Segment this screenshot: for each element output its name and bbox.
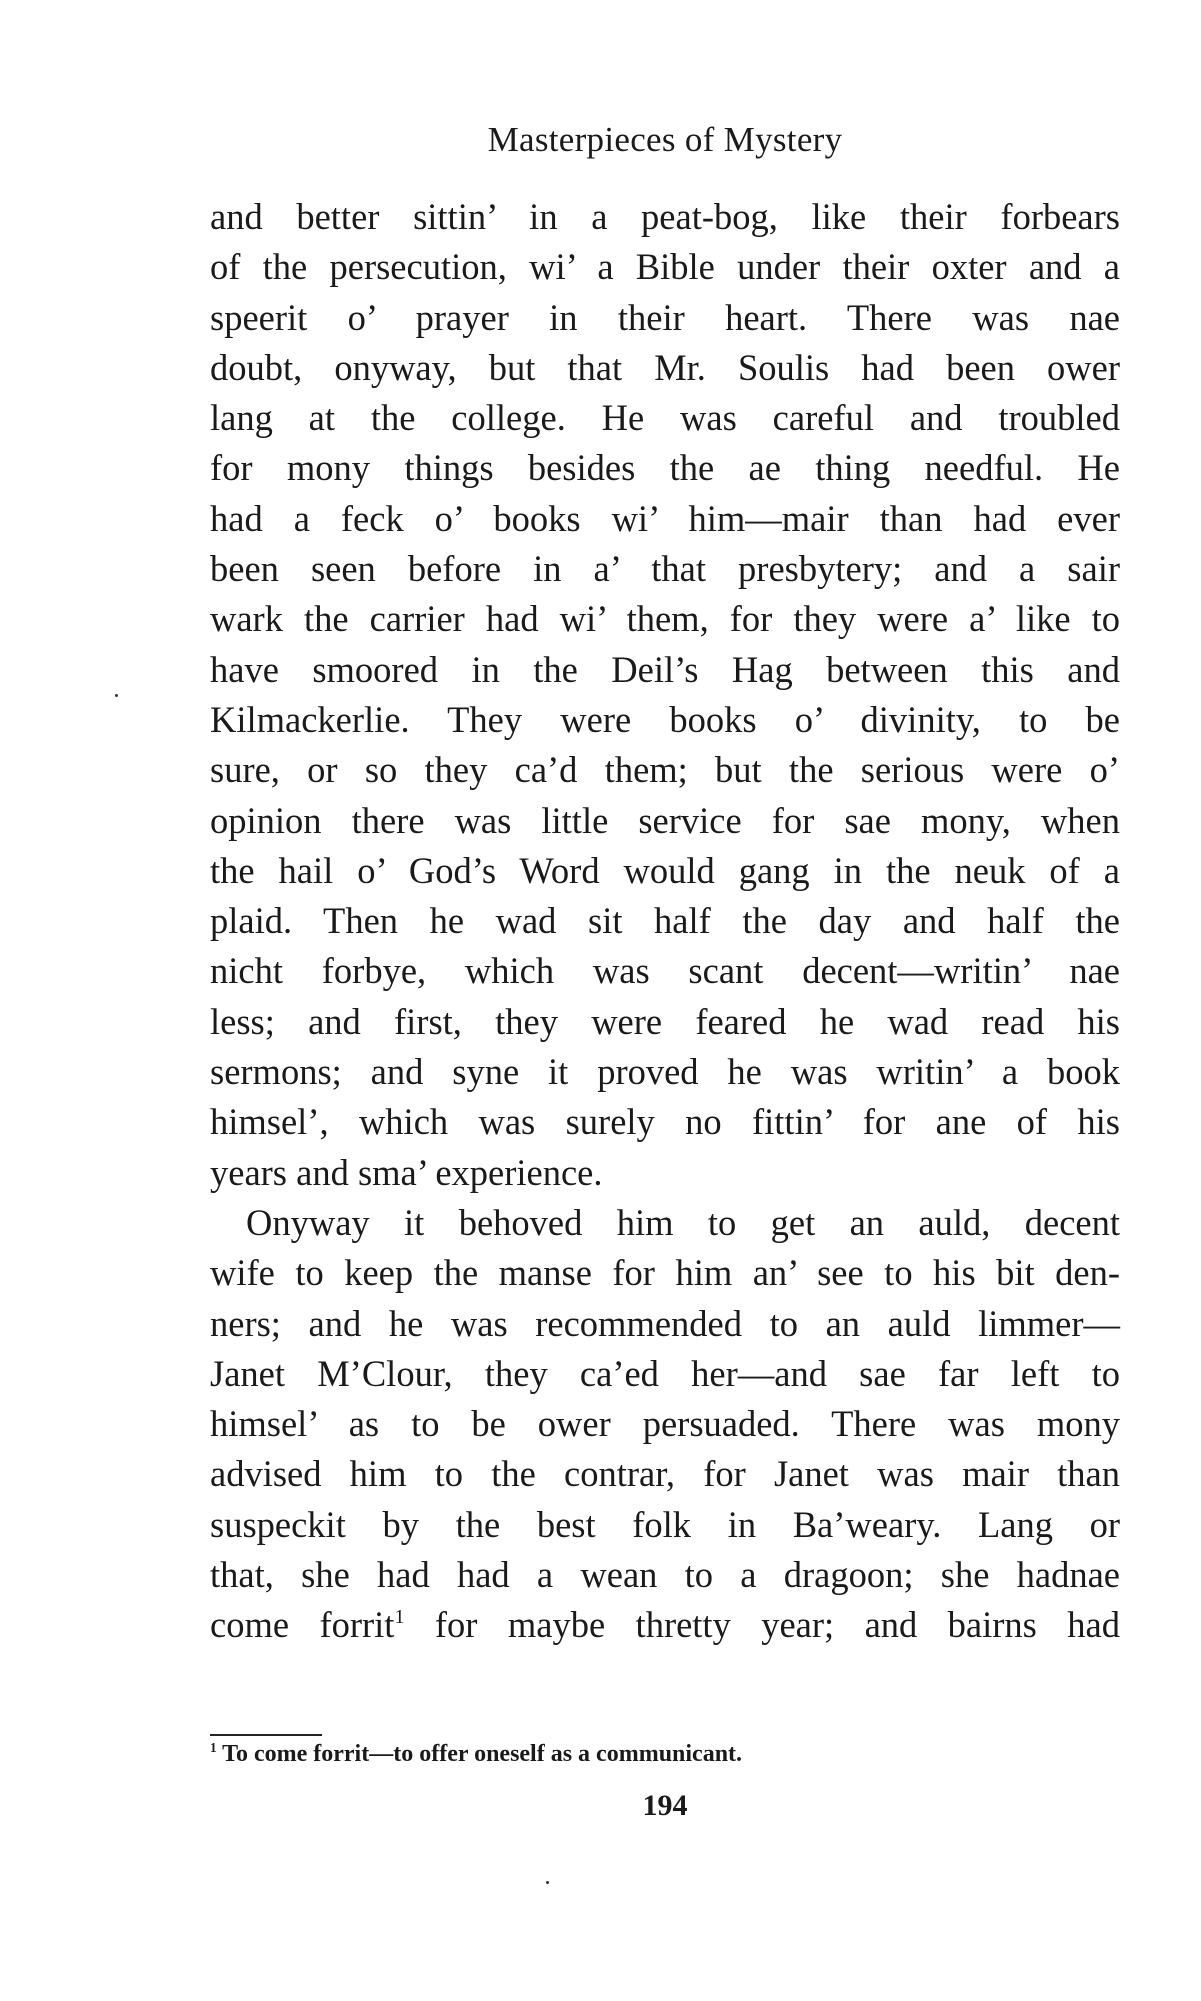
footnote-mark: 1 bbox=[210, 1739, 217, 1755]
text-line-with-footnote-ref bbox=[210, 1600, 1120, 1650]
text-line: suspeckit by the best folk in Ba’weary. Lang or bbox=[210, 1503, 1120, 1545]
text-line: Janet M’Clour, they ca’ed her—and sae far left to bbox=[210, 1352, 1120, 1394]
text-line: the hail o’ God’s Word would gang in the neuk of a bbox=[210, 849, 1120, 891]
text-line: himsel’, which was surely no fittin’ for ane of his bbox=[210, 1101, 1120, 1143]
text-line: doubt, onyway, but that Mr. Soulis had been ower bbox=[210, 346, 1120, 388]
page-number: 194 bbox=[642, 1789, 688, 1822]
text-line: years and sma’ experience. bbox=[210, 1151, 603, 1193]
text-line: of the persecution, wi’ a Bible under their oxter and a bbox=[210, 246, 1120, 288]
footnote bbox=[210, 1738, 1120, 1770]
text-line: Kilmackerlie. They were books o’ divinity, to be bbox=[210, 698, 1120, 740]
text-line: that, she had had a wean to a dragoon; she hadnae bbox=[210, 1554, 1120, 1596]
text-line: speerit o’ prayer in their heart. There was nae bbox=[210, 296, 1120, 338]
text-line: less; and first, they were feared he wad read his bbox=[210, 1000, 1120, 1042]
text-line: ners; and he was recommended to an auld limmer— bbox=[210, 1302, 1120, 1344]
body-text bbox=[210, 192, 1120, 1651]
text-line: have smoored in the Deil’s Hag between this and bbox=[210, 648, 1120, 690]
scan-speck bbox=[546, 1881, 549, 1884]
text-fragment: for maybe thretty year; and bairns had bbox=[404, 1604, 1120, 1646]
scan-speck bbox=[115, 694, 118, 697]
running-head: Masterpieces of Mystery bbox=[487, 120, 843, 159]
text-line: sure, or so they ca’d them; but the serious were o’ bbox=[210, 749, 1120, 791]
text-line: sermons; and syne it proved he was writin’ a book bbox=[210, 1051, 1120, 1093]
text-line: lang at the college. He was careful and troubled bbox=[210, 397, 1120, 439]
text-line: had a feck o’ books wi’ him—mair than had ever bbox=[210, 497, 1120, 539]
text-line: wark the carrier had wi’ them, for they were a’ like to bbox=[210, 598, 1120, 640]
text-line: for mony things besides the ae thing needful. He bbox=[210, 447, 1120, 489]
footnote-rule bbox=[210, 1734, 322, 1736]
text-line: and better sittin’ in a peat-bog, like their forbears bbox=[210, 196, 1120, 237]
text-line: opinion there was little service for sae mony, when bbox=[210, 799, 1120, 841]
text-line: been seen before in a’ that presbytery; and a sair bbox=[210, 548, 1120, 590]
text-line: Onyway it behoved him to get an auld, decent bbox=[246, 1201, 1120, 1243]
text-line: plaid. Then he wad sit half the day and half the bbox=[210, 900, 1120, 942]
footnote-reference: 1 bbox=[394, 1606, 405, 1629]
text-line: advised him to the contrar, for Janet was mair than bbox=[210, 1453, 1120, 1495]
text-fragment: come forrit bbox=[210, 1604, 395, 1646]
text-line: himsel’ as to be ower persuaded. There was mony bbox=[210, 1403, 1120, 1445]
footnote-text: To come forrit—to offer oneself as a communicant. bbox=[216, 1741, 743, 1767]
text-line: nicht forbye, which was scant decent—writin’ nae bbox=[210, 950, 1120, 992]
text-line: wife to keep the manse for him an’ see to his bit den- bbox=[210, 1252, 1120, 1294]
